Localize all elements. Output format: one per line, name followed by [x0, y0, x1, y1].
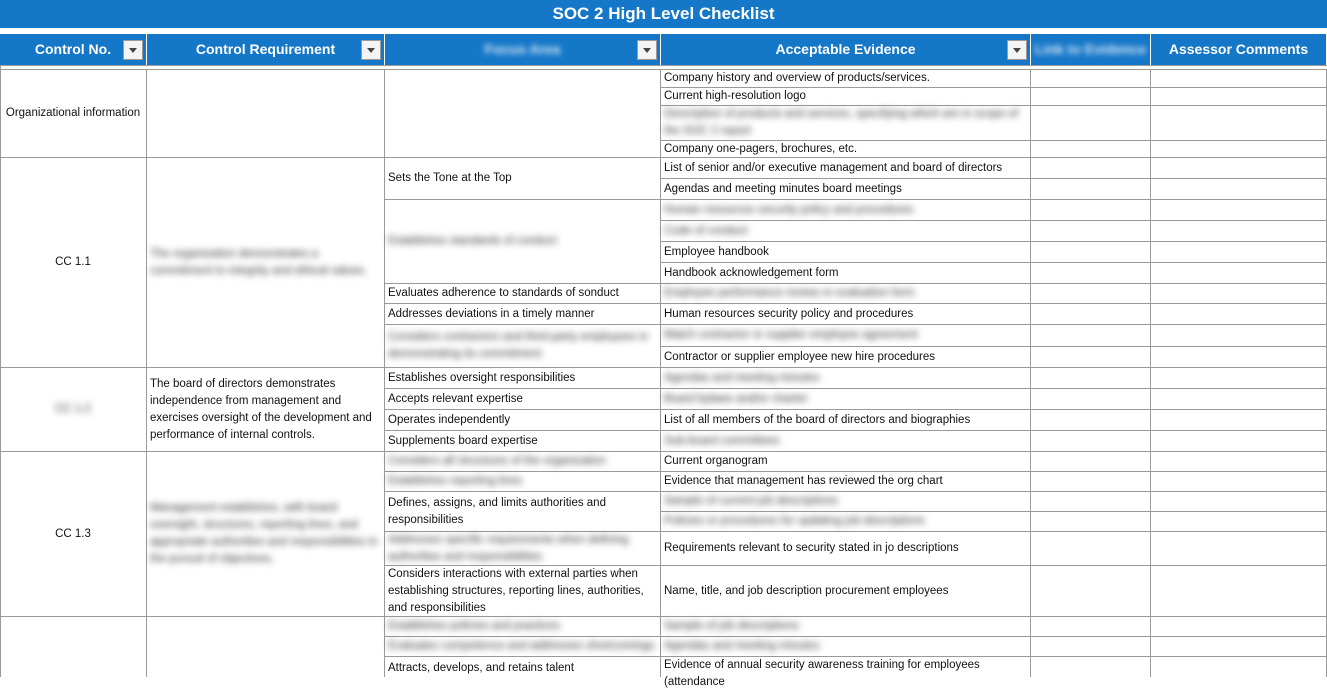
requirement-cell[interactable]: Management establishes, with board oversight, structures, reporting lines, and appropriate authorities and responsibilities in the pursuit of objectives. [147, 452, 385, 617]
focus-cell[interactable]: Establishes standards of conduct [385, 200, 661, 284]
requirement-cell[interactable]: The board of directors demonstrates independence from management and exercises oversight of the development and performance of internal controls. [147, 368, 385, 452]
link-cell[interactable] [1031, 263, 1151, 284]
link-cell[interactable] [1031, 452, 1151, 472]
comment-cell[interactable] [1151, 221, 1327, 242]
evidence-cell[interactable]: Agendas and meeting minutes [661, 368, 1031, 389]
link-cell[interactable] [1031, 284, 1151, 304]
comment-cell[interactable] [1151, 512, 1327, 532]
link-cell[interactable] [1031, 200, 1151, 221]
evidence-cell[interactable]: Agendas and meeting minutes [661, 637, 1031, 657]
comment-cell[interactable] [1151, 70, 1327, 88]
filter-dropdown-icon[interactable] [123, 40, 143, 60]
comment-cell[interactable] [1151, 452, 1327, 472]
evidence-cell[interactable]: Employee handbook [661, 242, 1031, 263]
focus-cell[interactable]: Accepts relevant expertise [385, 389, 661, 410]
link-cell[interactable] [1031, 221, 1151, 242]
focus-cell[interactable]: Sets the Tone at the Top [385, 158, 661, 200]
focus-cell[interactable]: Attracts, develops, and retains talent [385, 657, 661, 677]
comment-cell[interactable] [1151, 158, 1327, 179]
comment-cell[interactable] [1151, 304, 1327, 325]
link-cell[interactable] [1031, 347, 1151, 368]
evidence-cell[interactable]: Employee performance review or evaluation form [661, 284, 1031, 304]
evidence-cell[interactable]: Code of conduct [661, 221, 1031, 242]
evidence-cell[interactable]: Current high-resolution logo [661, 88, 1031, 106]
comment-cell[interactable] [1151, 389, 1327, 410]
filter-dropdown-icon[interactable] [1007, 40, 1027, 60]
evidence-cell[interactable]: Company history and overview of products/services. [661, 70, 1031, 88]
comment-cell[interactable] [1151, 263, 1327, 284]
evidence-cell[interactable]: Sample of job descriptions [661, 617, 1031, 637]
link-cell[interactable] [1031, 179, 1151, 200]
focus-cell[interactable]: Considers contractors and third-party employees in demonstrating its commitment [385, 325, 661, 368]
evidence-cell[interactable]: Name, title, and job description procurement employees [661, 566, 1031, 617]
link-cell[interactable] [1031, 617, 1151, 637]
comment-cell[interactable] [1151, 410, 1327, 431]
evidence-cell[interactable]: List of all members of the board of directors and biographies [661, 410, 1031, 431]
evidence-cell[interactable]: Agendas and meeting minutes board meetings [661, 179, 1031, 200]
link-cell[interactable] [1031, 70, 1151, 88]
comment-cell[interactable] [1151, 617, 1327, 637]
filter-dropdown-icon[interactable] [361, 40, 381, 60]
link-cell[interactable] [1031, 304, 1151, 325]
focus-cell[interactable]: Evaluates competence and addresses shortcomings [385, 637, 661, 657]
link-cell[interactable] [1031, 657, 1151, 677]
filter-dropdown-icon[interactable] [637, 40, 657, 60]
comment-cell[interactable] [1151, 200, 1327, 221]
evidence-cell[interactable]: Evidence of annual security awareness training for employees (attendance [661, 657, 1031, 677]
link-cell[interactable] [1031, 431, 1151, 452]
link-cell[interactable] [1031, 106, 1151, 141]
focus-cell[interactable]: Addresses specific requirements when defining authorities and responsibilities [385, 532, 661, 566]
comment-cell[interactable] [1151, 637, 1327, 657]
link-cell[interactable] [1031, 512, 1151, 532]
comment-cell[interactable] [1151, 368, 1327, 389]
link-cell[interactable] [1031, 532, 1151, 566]
focus-cell[interactable]: Addresses deviations in a timely manner [385, 304, 661, 325]
evidence-cell[interactable]: Description of products and services, specifying which are in scope of the SOC 2 report [661, 106, 1031, 141]
comment-cell[interactable] [1151, 472, 1327, 492]
evidence-cell[interactable]: Sub-board committees [661, 431, 1031, 452]
comment-cell[interactable] [1151, 106, 1327, 141]
evidence-cell[interactable]: Human resources security policy and procedures [661, 200, 1031, 221]
link-cell[interactable] [1031, 368, 1151, 389]
focus-cell[interactable]: Establishes reporting lines [385, 472, 661, 492]
comment-cell[interactable] [1151, 492, 1327, 512]
column-header-assessor-comments [1151, 34, 1327, 65]
focus-cell[interactable]: Defines, assigns, and limits authorities and responsibilities [385, 492, 661, 532]
evidence-cell[interactable]: Handbook acknowledgement form [661, 263, 1031, 284]
column-header-control-no [0, 34, 147, 65]
focus-cell[interactable]: Considers interactions with external parties when establishing structures, reporting lines, authorities, and responsibilities [385, 566, 661, 617]
column-header-focus-area [385, 34, 661, 65]
column-header-label: Control No. [34, 41, 112, 57]
focus-cell[interactable]: Establishes oversight responsibilities [385, 368, 661, 389]
column-header-label: Link to Evidence [1034, 41, 1147, 57]
requirement-cell[interactable] [147, 617, 385, 677]
evidence-cell[interactable]: Requirements relevant to security stated in jo descriptions [661, 532, 1031, 566]
control-cell[interactable]: CC 1.1 [0, 158, 147, 368]
comment-cell[interactable] [1151, 284, 1327, 304]
evidence-cell[interactable]: List of senior and/or executive management and board of directors [661, 158, 1031, 179]
comment-cell[interactable] [1151, 566, 1327, 617]
column-header-label: Focus Area [484, 41, 561, 57]
link-cell[interactable] [1031, 492, 1151, 512]
comment-cell[interactable] [1151, 88, 1327, 106]
link-cell[interactable] [1031, 242, 1151, 263]
link-cell[interactable] [1031, 88, 1151, 106]
column-header-link-to-evidence [1031, 34, 1151, 65]
evidence-cell[interactable]: Human resources security policy and procedures [661, 304, 1031, 325]
link-cell[interactable] [1031, 472, 1151, 492]
link-cell[interactable] [1031, 158, 1151, 179]
focus-cell[interactable]: Operates independently [385, 410, 661, 431]
control-cell[interactable] [0, 617, 147, 677]
comment-cell[interactable] [1151, 242, 1327, 263]
evidence-cell[interactable]: Policies or procedures for updating job descriptions [661, 512, 1031, 532]
link-cell[interactable] [1031, 325, 1151, 347]
comment-cell[interactable] [1151, 141, 1327, 158]
evidence-cell[interactable]: Company one-pagers, brochures, etc. [661, 141, 1031, 158]
column-header-label: Assessor Comments [1168, 41, 1309, 57]
comment-cell[interactable] [1151, 431, 1327, 452]
evidence-cell[interactable]: Evidence that management has reviewed the org chart [661, 472, 1031, 492]
evidence-cell[interactable]: Contractor or supplier employee new hire procedures [661, 347, 1031, 368]
requirement-cell[interactable] [147, 70, 385, 158]
sheet-title: SOC 2 High Level Checklist [0, 0, 1327, 30]
link-cell[interactable] [1031, 410, 1151, 431]
control-cell[interactable]: CC 1.2 [0, 368, 147, 452]
focus-cell[interactable]: Considers all structures of the organization [385, 452, 661, 472]
comment-cell[interactable] [1151, 532, 1327, 566]
comment-cell[interactable] [1151, 325, 1327, 347]
comment-cell[interactable] [1151, 347, 1327, 368]
evidence-cell[interactable]: Match contractor or supplier employee agreement [661, 325, 1031, 347]
link-cell[interactable] [1031, 141, 1151, 158]
evidence-cell[interactable]: Board bylaws and/or charter [661, 389, 1031, 410]
link-cell[interactable] [1031, 389, 1151, 410]
column-header-control-requirement [147, 34, 385, 65]
focus-cell[interactable]: Evaluates adherence to standards of sonduct [385, 284, 661, 304]
focus-cell[interactable] [385, 70, 661, 158]
focus-cell[interactable]: Establishes policies and practices [385, 617, 661, 637]
comment-cell[interactable] [1151, 657, 1327, 677]
control-cell[interactable]: Organizational information [0, 70, 147, 158]
link-cell[interactable] [1031, 637, 1151, 657]
comment-cell[interactable] [1151, 179, 1327, 200]
column-header-label: Acceptable Evidence [775, 41, 916, 57]
control-cell[interactable]: CC 1.3 [0, 452, 147, 617]
evidence-cell[interactable]: Sample of current job descriptions [661, 492, 1031, 512]
column-header-label: Control Requirement [195, 41, 336, 57]
focus-cell[interactable]: Supplements board expertise [385, 431, 661, 452]
link-cell[interactable] [1031, 566, 1151, 617]
evidence-cell[interactable]: Current organogram [661, 452, 1031, 472]
requirement-cell[interactable]: The organization demonstrates a commitment to integrity and ethical values. [147, 158, 385, 368]
column-header-acceptable-evidence [661, 34, 1031, 65]
